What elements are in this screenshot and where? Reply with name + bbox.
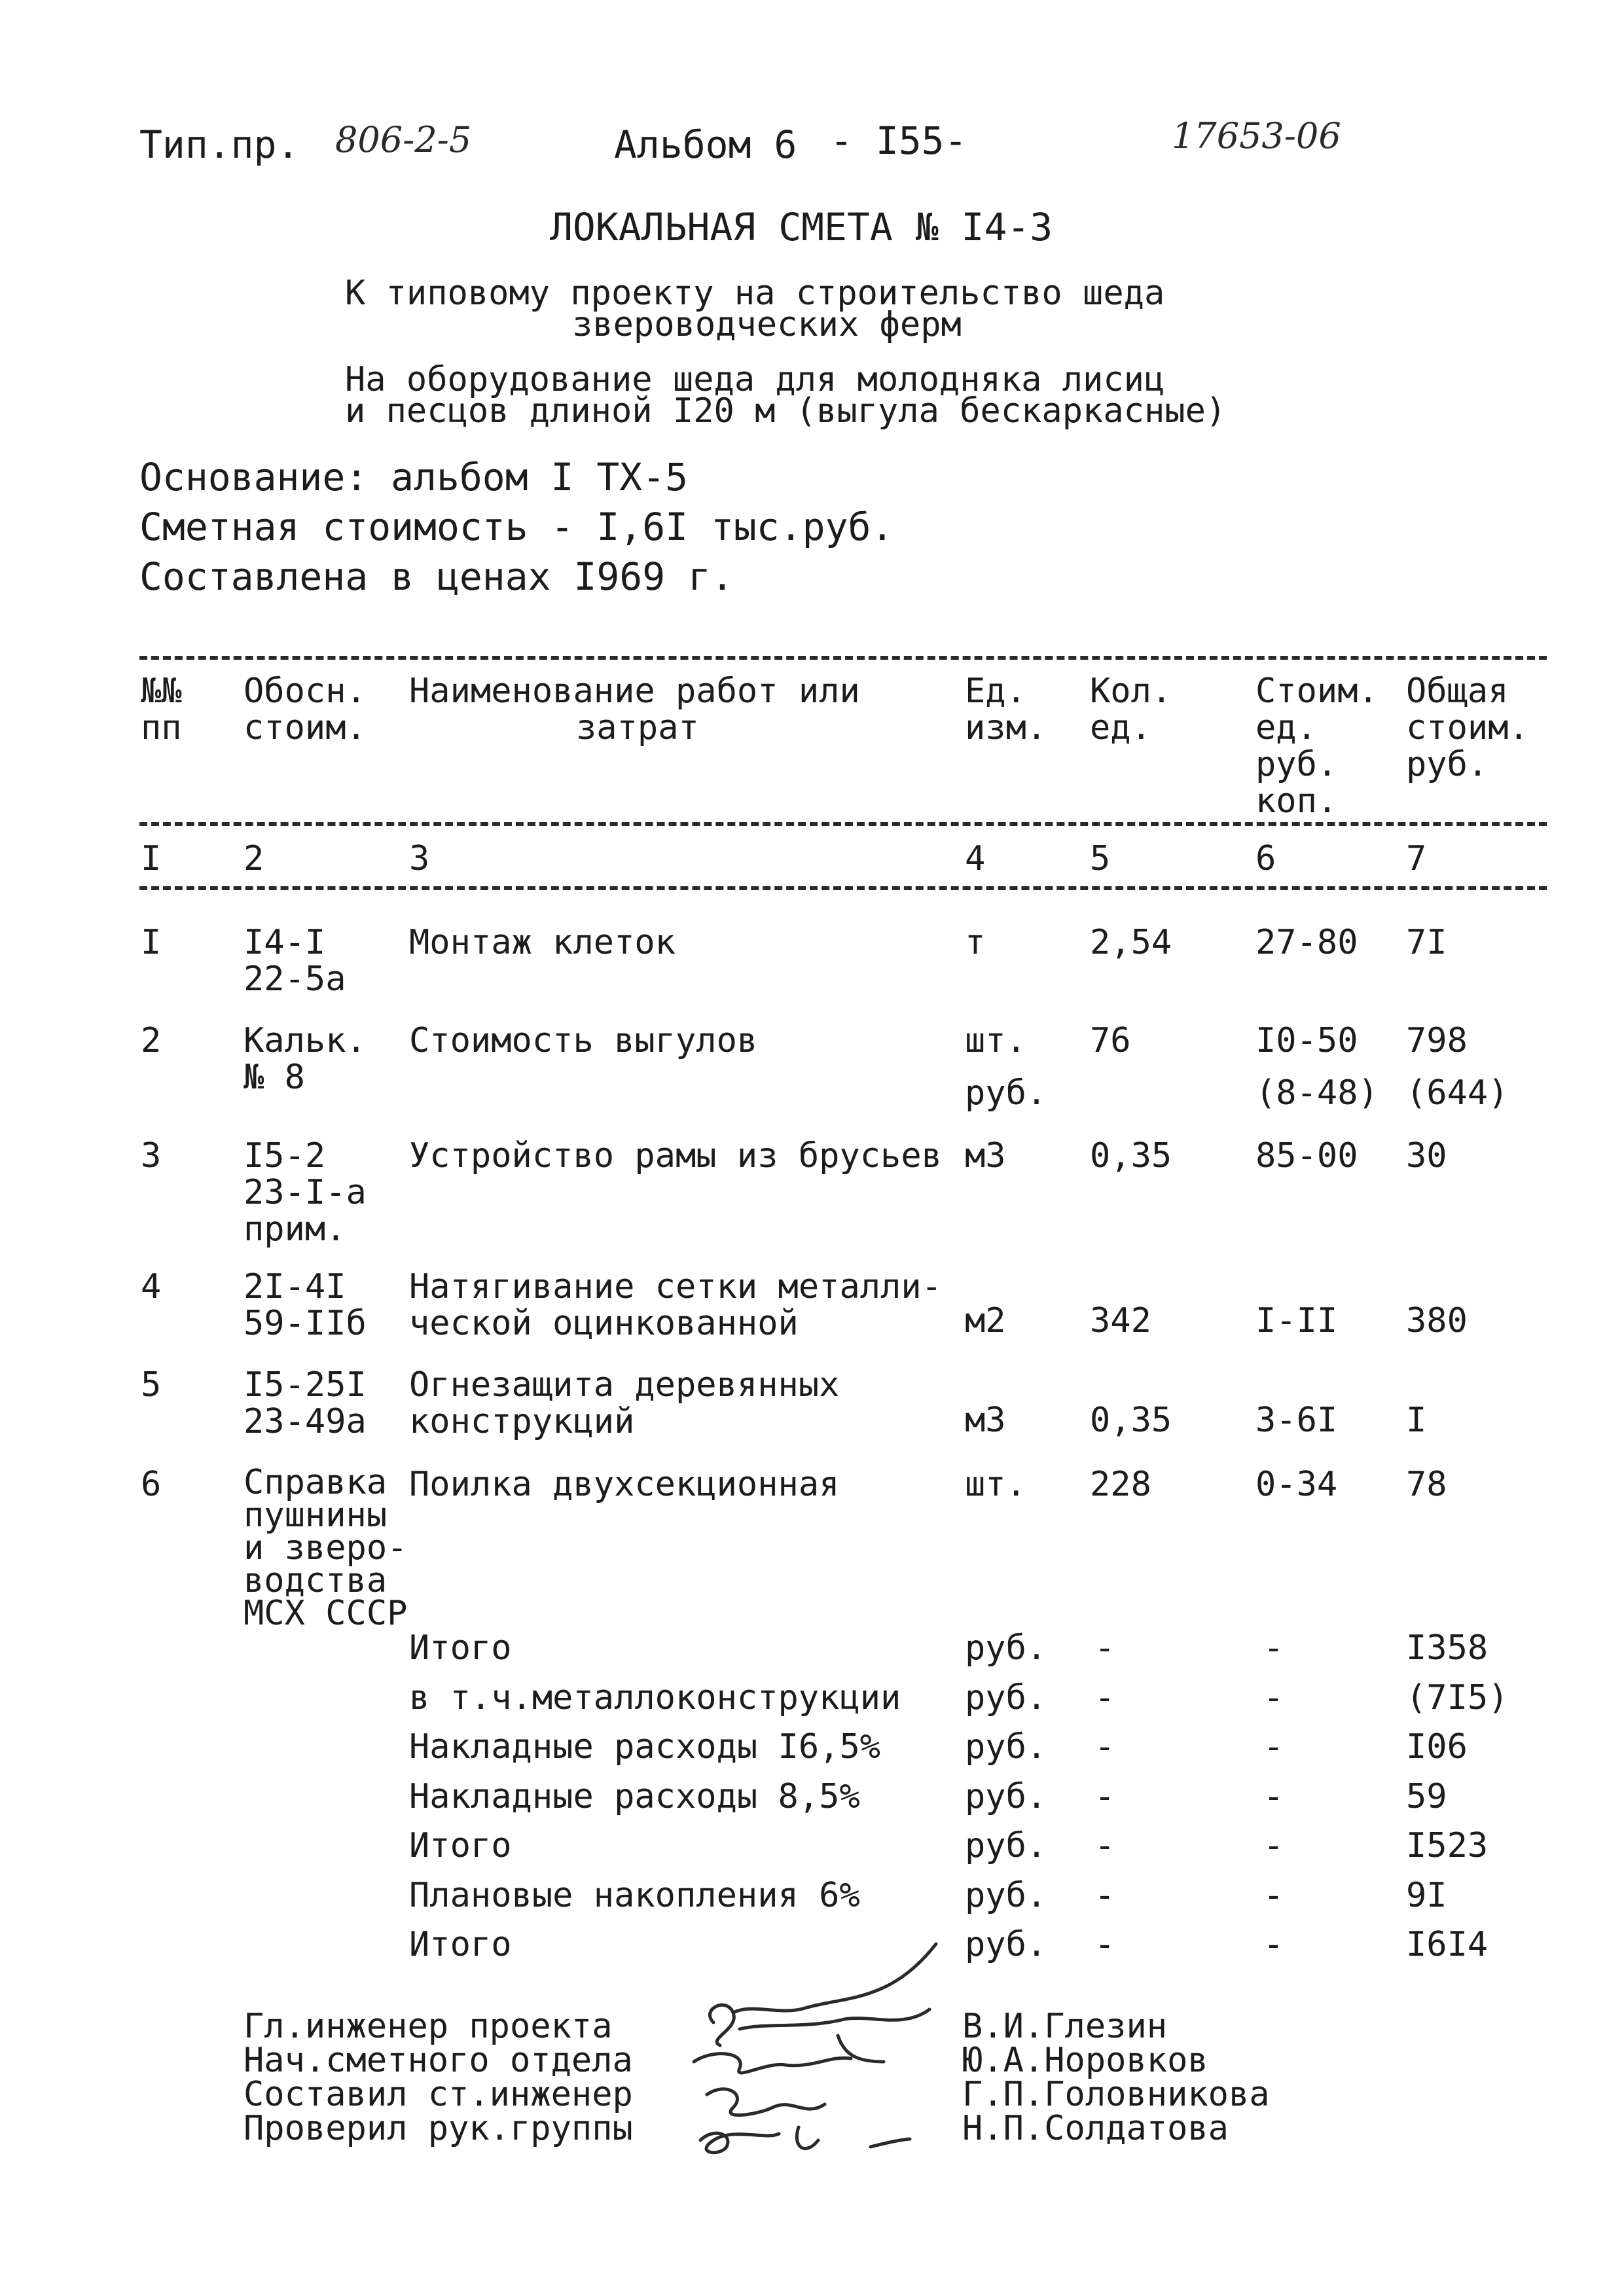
header-col-3a: Наименование работ или	[409, 672, 860, 711]
row-qty: 0,35	[1090, 1136, 1172, 1176]
summary-qty: -	[1094, 1876, 1115, 1915]
column-numbers-rule	[139, 886, 1547, 890]
header-col-6: Стоим. ед. руб. коп.	[1255, 672, 1379, 821]
signature-names	[962, 2009, 1270, 2146]
row-unit: шт.	[965, 1465, 1026, 1504]
summary-label: Плановые накопления 6%	[409, 1876, 860, 1915]
signature-role: Нач.сметного отдела	[244, 2041, 633, 2080]
header-col-2: Обосн. стоим.	[244, 672, 367, 747]
summary-unit: руб.	[965, 1777, 1047, 1816]
header-col-1: №№ пп	[141, 672, 182, 747]
summary-unit-price: -	[1263, 1628, 1284, 1668]
summary-unit-price: -	[1263, 1727, 1284, 1767]
row-number: 5	[141, 1365, 162, 1405]
signature-roles	[244, 2009, 633, 2146]
row-basis: I4-I 22-5а	[244, 923, 346, 999]
handwritten-signatures	[674, 1931, 949, 2166]
row-basis: Кальк. № 8	[244, 1021, 367, 1097]
row-name: Натягивание сетки металли- ческой оцинкованной	[409, 1267, 942, 1343]
header-col-7: Общая стоим. руб.	[1406, 672, 1529, 784]
summary-label: Накладные расходы 8,5%	[409, 1777, 860, 1816]
signature-role: Проверил рук.группы	[244, 2109, 633, 2148]
column-number: 2	[244, 839, 264, 878]
summary-total: I6I4	[1406, 1925, 1489, 1964]
summary-qty: -	[1094, 1727, 1115, 1767]
subtitle-line-1: К типовому проекту на строительство шеда	[345, 274, 1165, 313]
summary-qty: -	[1094, 1777, 1115, 1816]
column-number: 6	[1255, 839, 1276, 878]
row-unit-price-secondary: (8-48)	[1255, 1073, 1379, 1113]
summary-total: I06	[1406, 1727, 1468, 1767]
subtitle-line-2: звероводческих ферм	[572, 305, 962, 344]
row-unit: м3	[965, 1401, 1006, 1440]
table-top-rule	[139, 656, 1547, 660]
row-unit-price: 0-34	[1255, 1465, 1338, 1504]
row-unit: т	[965, 923, 986, 962]
row-total: 30	[1406, 1136, 1447, 1176]
signature-role: Составил ст.инженер	[244, 2075, 633, 2114]
summary-total: (7I5)	[1406, 1678, 1509, 1717]
summary-qty: -	[1094, 1826, 1115, 1865]
row-number: 3	[141, 1136, 162, 1176]
summary-label: Итого	[409, 1826, 512, 1865]
row-total: 380	[1406, 1301, 1468, 1340]
summary-label: Накладные расходы I6,5%	[409, 1727, 881, 1767]
summary-total: 59	[1406, 1777, 1447, 1816]
summary-total: 9I	[1406, 1876, 1447, 1915]
cost-line: Сметная стоимость - I,6I тыс.руб.	[139, 505, 894, 549]
summary-qty: -	[1094, 1925, 1115, 1964]
row-total: 798	[1406, 1021, 1468, 1060]
signature-role: Гл.инженер проекта	[244, 2007, 613, 2046]
summary-label: Итого	[409, 1628, 512, 1668]
summary-unit-price: -	[1263, 1876, 1284, 1915]
project-code: 806-2-5	[335, 119, 472, 160]
row-unit-secondary: руб.	[965, 1073, 1047, 1113]
basis-line: Основание: альбом I ТХ-5	[139, 455, 689, 499]
row-total: 78	[1406, 1465, 1447, 1504]
document-title: ЛОКАЛЬНАЯ СМЕТА № I4-3	[550, 205, 1053, 249]
row-qty: 76	[1090, 1021, 1131, 1060]
row-total: I	[1406, 1401, 1427, 1440]
signature-name: В.И.Глезин	[962, 2007, 1168, 2046]
row-total-secondary: (644)	[1406, 1073, 1509, 1113]
summary-unit-price: -	[1263, 1925, 1284, 1964]
row-basis: I5-2 23-I-а прим.	[244, 1136, 367, 1249]
row-name: Поилка двухсекционная	[409, 1465, 840, 1504]
subtitle-line-3: На оборудование шеда для молодняка лисиц	[345, 360, 1165, 399]
column-number: I	[141, 839, 162, 878]
summary-unit-price: -	[1263, 1826, 1284, 1865]
row-name: Устройство рамы из брусьев	[409, 1136, 942, 1176]
row-unit-price: 3-6I	[1255, 1401, 1338, 1440]
summary-qty: -	[1094, 1628, 1115, 1668]
header-bottom-rule	[139, 822, 1547, 826]
column-number: 3	[409, 839, 430, 878]
header-col-4: Ед. изм.	[965, 672, 1047, 747]
signature-name: Ю.А.Норовков	[962, 2041, 1208, 2080]
row-number: 4	[141, 1267, 162, 1306]
summary-total: I523	[1406, 1826, 1489, 1865]
summary-unit: руб.	[965, 1826, 1047, 1865]
signature-name: Н.П.Солдатова	[962, 2109, 1229, 2148]
row-unit: шт.	[965, 1021, 1026, 1060]
row-basis: Справка пушнины и зверо- водства МСХ СССР	[244, 1463, 408, 1633]
summary-unit-price: -	[1263, 1777, 1284, 1816]
row-unit: м2	[965, 1301, 1006, 1340]
page-number: - I55-	[830, 118, 967, 163]
row-basis: 2I-4I 59-IIб	[244, 1267, 367, 1343]
subtitle-line-4: и песцов длиной I20 м (выгула бескаркасные)	[345, 391, 1227, 431]
header-col-3b: затрат	[576, 708, 699, 747]
summary-unit: руб.	[965, 1925, 1047, 1964]
summary-unit: руб.	[965, 1876, 1047, 1915]
row-unit: м3	[965, 1136, 1006, 1176]
row-number: 6	[141, 1465, 162, 1504]
prices-line: Составлена в ценах I969 г.	[139, 554, 734, 599]
row-qty: 2,54	[1090, 923, 1172, 962]
album-label: Альбом 6	[614, 122, 797, 167]
summary-qty: -	[1094, 1678, 1115, 1717]
row-unit-price: 85-00	[1255, 1136, 1358, 1176]
summary-label: Итого	[409, 1925, 512, 1964]
header-col-5: Кол. ед.	[1090, 672, 1172, 747]
row-name: Монтаж клеток	[409, 923, 676, 962]
header-prefix: Тип.пр.	[139, 122, 300, 167]
summary-unit: руб.	[965, 1727, 1047, 1767]
row-name: Огнезащита деревянных конструкций	[409, 1365, 840, 1441]
row-unit-price: I-II	[1255, 1301, 1338, 1340]
column-number: 7	[1406, 839, 1427, 878]
row-name: Стоимость выгулов	[409, 1021, 758, 1060]
row-basis: I5-25I 23-49а	[244, 1365, 367, 1441]
row-number: I	[141, 923, 162, 962]
row-unit-price: 27-80	[1255, 923, 1358, 962]
row-qty: 228	[1090, 1465, 1151, 1504]
summary-unit: руб.	[965, 1628, 1047, 1668]
column-number: 5	[1090, 839, 1111, 878]
row-qty: 0,35	[1090, 1401, 1172, 1440]
signature-name: Г.П.Головникова	[962, 2075, 1270, 2114]
row-total: 7I	[1406, 923, 1447, 962]
doc-number: 17653-06	[1172, 115, 1341, 156]
summary-unit-price: -	[1263, 1678, 1284, 1717]
column-number: 4	[965, 839, 986, 878]
summary-label: в т.ч.металлоконструкции	[409, 1678, 901, 1717]
summary-unit: руб.	[965, 1678, 1047, 1717]
row-number: 2	[141, 1021, 162, 1060]
summary-total: I358	[1406, 1628, 1489, 1668]
row-qty: 342	[1090, 1301, 1151, 1340]
row-unit-price: I0-50	[1255, 1021, 1358, 1060]
